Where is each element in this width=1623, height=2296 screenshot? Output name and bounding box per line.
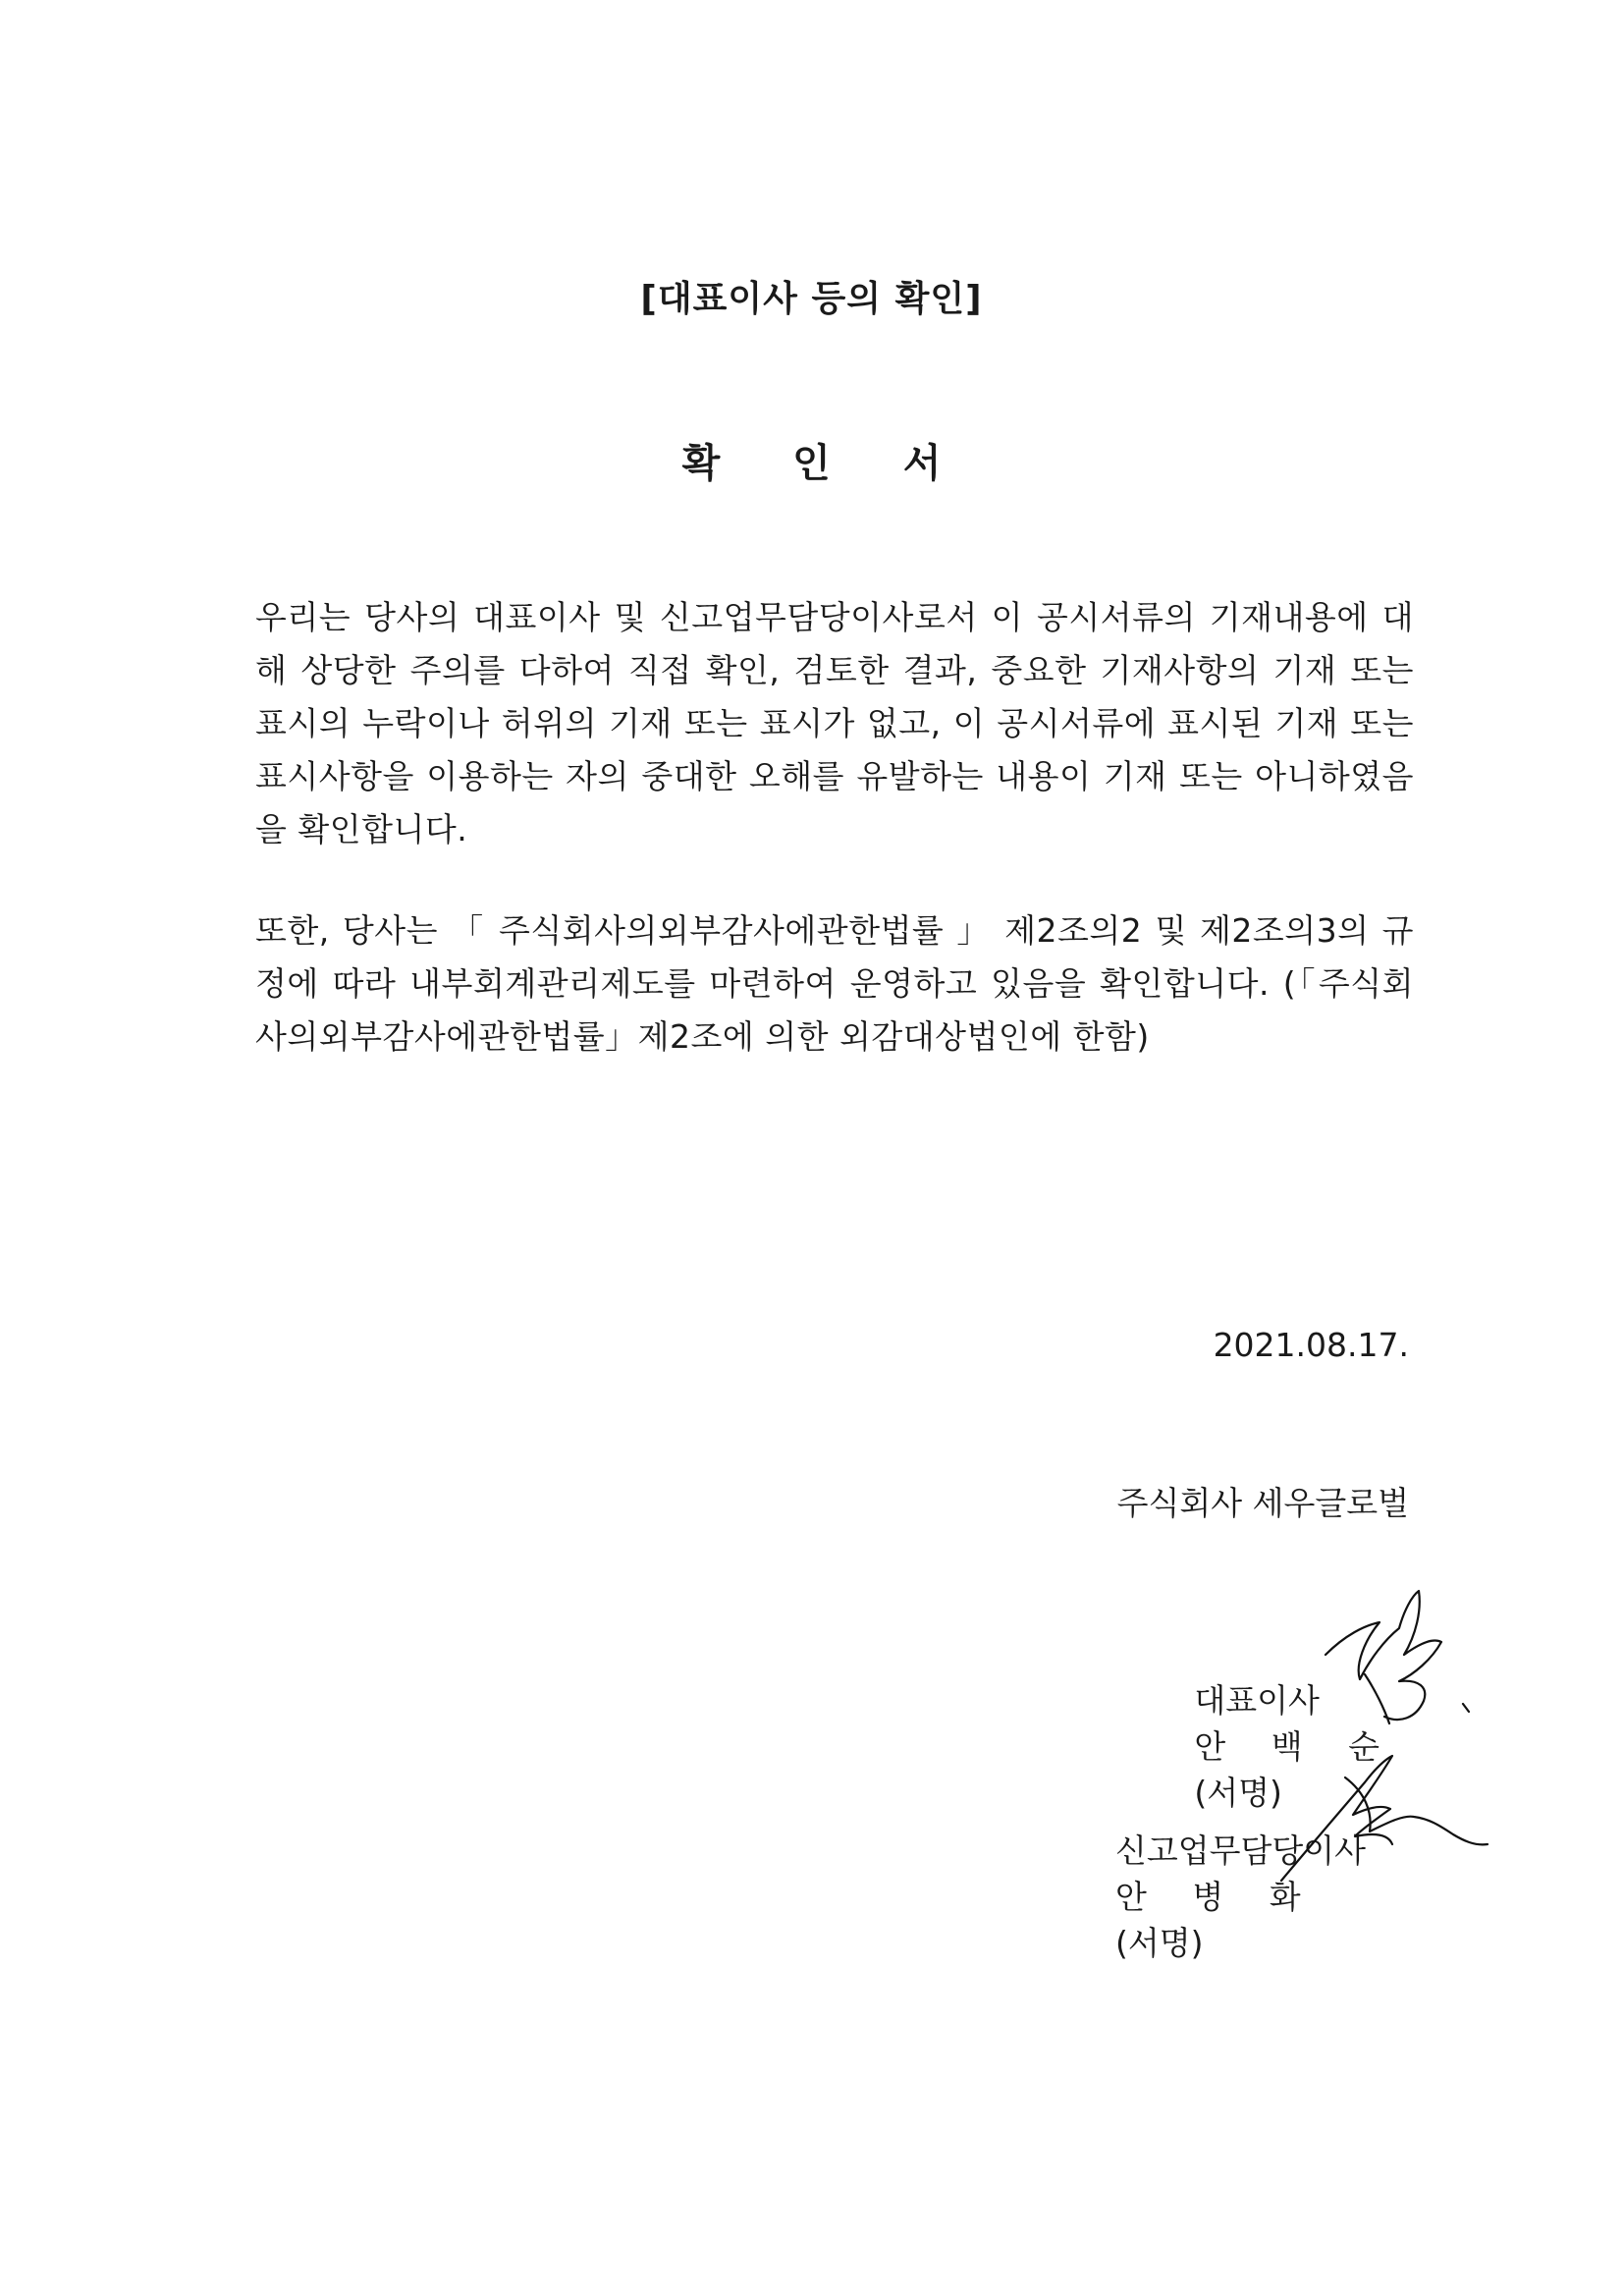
document-date: 2021.08.17. <box>1213 1326 1409 1364</box>
signer-name: 안 백 순 <box>1194 1727 1397 1766</box>
signer-row-disclosure-director <box>1095 1787 1409 1964</box>
signer-role: 대표이사 <box>1194 1681 1320 1720</box>
internal-control-paragraph: 또한, 당사는 「 주식회사의외부감사에관한법률 」 제2조의2 및 제2조의3의 규정에 따라 내부회계관리제도를 마련하여 운영하고 있음을 확인합니다. (「주식회사의외부감사에관한법률」제2조에 의한 외감대상법인에 한함) <box>255 911 1414 1056</box>
signer-name: 안 병 화 <box>1114 1878 1319 1916</box>
document-header: [대표이사 등의 확인] <box>640 279 983 319</box>
signature-label: (서명) <box>1114 1924 1204 1962</box>
signature-label: (서명) <box>1194 1774 1282 1812</box>
signer-role: 신고업무담당이사 <box>1114 1831 1366 1870</box>
company-name: 주식회사 세우글로벌 <box>1116 1484 1409 1522</box>
document-title: 확 인 서 <box>681 441 971 486</box>
confirmation-paragraph: 우리는 당사의 대표이사 및 신고업무담당이사로서 이 공시서류의 기재내용에 대해 상당한 주의를 다하여 직접 확인, 검토한 결과, 중요한 기재사항의 기재 또는 표시의 누락이나 허위의 기재 또는 표시가 없고, 이 공시서류에 표시된 기재 또는 표시사항을 이용하는 자의 중대한 오해를 유발하는 내용이 기재 또는 아니하였음을 확인합니다. <box>255 598 1414 848</box>
